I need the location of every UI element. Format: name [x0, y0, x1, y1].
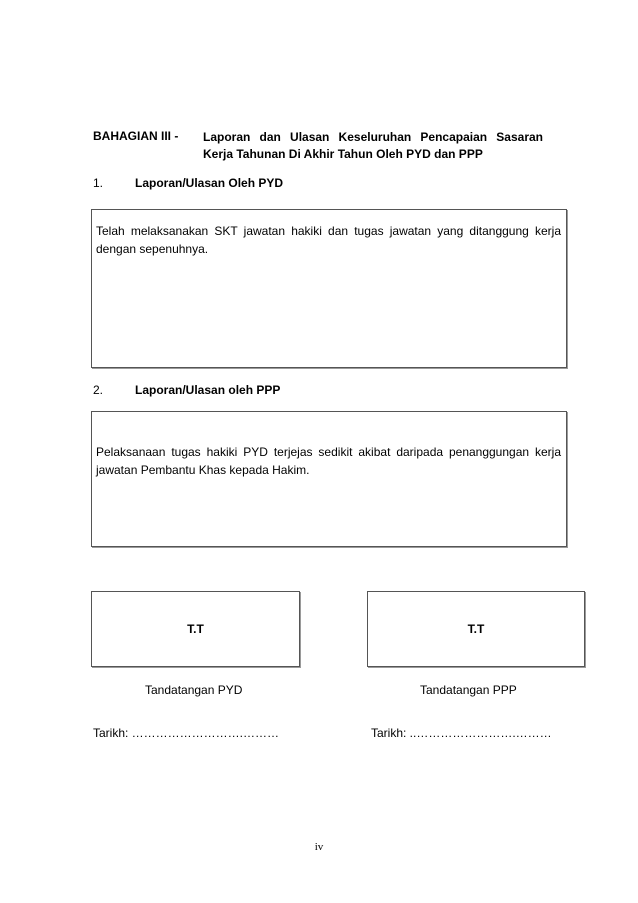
- ppp-date-line: Tarikh: ..…………………….………: [371, 726, 552, 740]
- pyd-comment-box: [91, 209, 567, 368]
- ppp-comment-box: [91, 411, 567, 547]
- pyd-signature-label: Tandatangan PYD: [145, 683, 243, 697]
- pyd-signature-box: [91, 591, 300, 667]
- ppp-comment-text: Pelaksanaan tugas hakiki PYD terjejas sedikit akibat daripada penanggungan kerja jawatan Pembantu Khas kepada Hakim.: [96, 445, 561, 477]
- section-heading-line2: Kerja Tahunan Di Akhir Tahun Oleh PYD dan PPP: [203, 147, 483, 161]
- page-number: iv: [314, 841, 324, 853]
- section-label: BAHAGIAN III -: [93, 129, 179, 143]
- section1-title: Laporan/Ulasan Oleh PYD: [135, 176, 284, 190]
- pyd-comment-text: Telah melaksanakan SKT jawatan hakiki dan tugas jawatan yang ditanggung kerja dengan sepenuhnya.: [96, 224, 561, 256]
- pyd-date-line: Tarikh: ……………………….………: [93, 726, 280, 740]
- ppp-signature-box: [367, 591, 585, 667]
- section2-title: Laporan/Ulasan oleh PPP: [135, 383, 281, 397]
- ppp-signature-mark: T.T: [467, 622, 485, 636]
- pyd-signature-mark: T.T: [187, 622, 204, 636]
- section-heading: [203, 129, 543, 163]
- section1-number: 1.: [93, 176, 104, 190]
- section2-number: 2.: [93, 383, 104, 397]
- ppp-signature-label: Tandatangan PPP: [420, 683, 517, 697]
- section-heading-line1: Laporan dan Ulasan Keseluruhan Pencapaian Sasaran: [203, 130, 543, 144]
